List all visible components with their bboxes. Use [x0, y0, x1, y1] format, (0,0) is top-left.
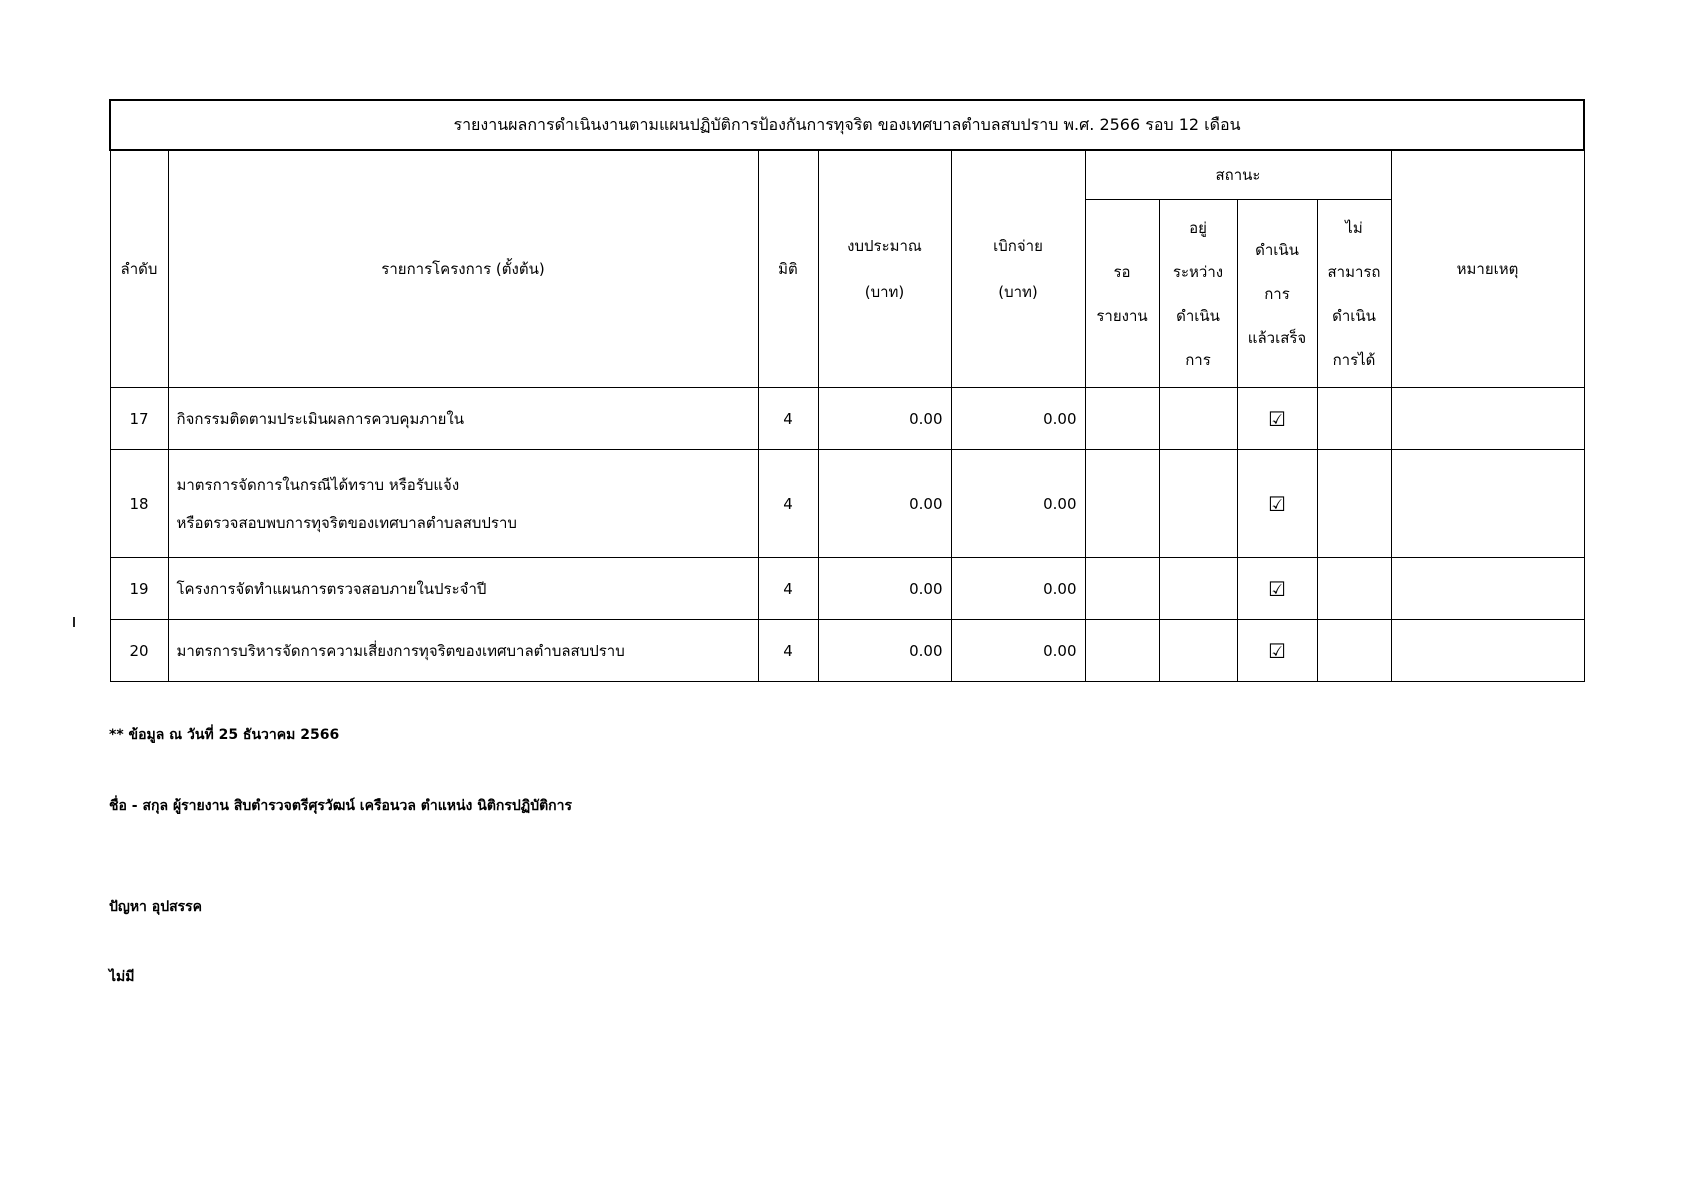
row-project-name: กิจกรรมติดตามประเมินผลการควบคุมภายใน — [168, 388, 758, 450]
row-status-unable — [1317, 620, 1391, 682]
row-mit: 4 — [758, 388, 818, 450]
header-status-unable — [1317, 200, 1391, 388]
row-remark — [1391, 450, 1584, 558]
header-spent-line2: (บาท) — [998, 283, 1038, 301]
row-status-progress — [1159, 388, 1237, 450]
header-status-progress-3: ดำเนิน — [1176, 306, 1220, 325]
table-row — [110, 450, 1584, 558]
row-no: 18 — [110, 450, 168, 558]
row-project-name — [168, 450, 758, 558]
data-date-note: ** ข้อมูล ณ วันที่ 25 ธันวาคม 2566 — [109, 727, 340, 743]
header-budget-line1: งบประมาณ — [847, 237, 922, 255]
header-spent-line1: เบิกจ่าย — [993, 237, 1043, 255]
checkbox-checked-icon: ☑ — [1237, 558, 1317, 620]
header-status: สถานะ — [1085, 150, 1391, 200]
row-budget: 0.00 — [818, 450, 951, 558]
header-status-unable-2: สามารถ — [1327, 262, 1381, 281]
row-status-wait — [1085, 620, 1159, 682]
row-status-unable — [1317, 388, 1391, 450]
row-budget: 0.00 — [818, 388, 951, 450]
row-status-unable — [1317, 450, 1391, 558]
checkbox-checked-icon: ☑ — [1237, 388, 1317, 450]
header-project: รายการโครงการ (ตั้งต้น) — [168, 150, 758, 388]
header-status-done-1: ดำเนิน — [1255, 240, 1299, 259]
row-no: 19 — [110, 558, 168, 620]
header-status-done-3: แล้วเสร็จ — [1247, 328, 1307, 347]
row-mit: 4 — [758, 620, 818, 682]
row-status-progress — [1159, 620, 1237, 682]
row-status-progress — [1159, 450, 1237, 558]
report-title: รายงานผลการดำเนินงานตามแผนปฏิบัติการป้องกันการทุจริต ของเทศบาลตำบลสบปราบ พ.ศ. 2566 รอบ 12 เดือน — [110, 100, 1584, 150]
row-status-unable — [1317, 558, 1391, 620]
row-project-name: มาตรการบริหารจัดการความเสี่ยงการทุจริตของเทศบาลตำบลสบปราบ — [168, 620, 758, 682]
header-status-wait-1: รอ — [1113, 262, 1131, 281]
header-status-progress-4: การ — [1185, 350, 1211, 369]
row-remark — [1391, 558, 1584, 620]
header-spent — [951, 150, 1085, 388]
row-no: 17 — [110, 388, 168, 450]
row-status-wait — [1085, 558, 1159, 620]
row-remark — [1391, 620, 1584, 682]
checkbox-checked-icon: ☑ — [1237, 620, 1317, 682]
row-project-name-line2: หรือตรวจสอบพบการทุจริตของเทศบาลตำบลสบปราบ — [176, 513, 517, 532]
row-spent: 0.00 — [951, 620, 1085, 682]
header-status-wait — [1085, 200, 1159, 388]
row-remark — [1391, 388, 1584, 450]
header-status-unable-3: ดำเนิน — [1332, 306, 1376, 325]
header-remark: หมายเหตุ — [1391, 150, 1584, 388]
scan-mark — [73, 617, 75, 627]
table-row — [110, 388, 1584, 450]
header-status-progress — [1159, 200, 1237, 388]
header-status-done-2: การ — [1264, 284, 1290, 303]
checkbox-checked-icon: ☑ — [1237, 450, 1317, 558]
problems-label: ปัญหา อุปสรรค — [109, 899, 203, 915]
row-spent: 0.00 — [951, 558, 1085, 620]
row-status-progress — [1159, 558, 1237, 620]
header-status-progress-1: อยู่ — [1189, 218, 1207, 237]
problems-value: ไม่มี — [109, 969, 135, 985]
row-spent: 0.00 — [951, 388, 1085, 450]
header-budget-line2: (บาท) — [864, 283, 905, 301]
row-mit: 4 — [758, 450, 818, 558]
row-budget: 0.00 — [818, 558, 951, 620]
row-status-wait — [1085, 388, 1159, 450]
row-project-name: โครงการจัดทำแผนการตรวจสอบภายในประจำปี — [168, 558, 758, 620]
report-table — [109, 99, 1585, 682]
header-status-unable-4: การได้ — [1332, 350, 1376, 369]
row-mit: 4 — [758, 558, 818, 620]
header-status-wait-2: รายงาน — [1096, 306, 1148, 325]
table-row — [110, 620, 1584, 682]
row-project-name-line1: มาตรการจัดการในกรณีได้ทราบ หรือรับแจ้ง — [176, 475, 460, 494]
reporter-line: ชื่อ - สกุล ผู้รายงาน สิบตำรวจตรีศุรวัฒน์ เครือนวล ตำแหน่ง นิติกรปฏิบัติการ — [109, 798, 573, 814]
table-row — [110, 558, 1584, 620]
header-status-progress-2: ระหว่าง — [1172, 262, 1224, 281]
header-status-done — [1237, 200, 1317, 388]
header-no: ลำดับ — [110, 150, 168, 388]
row-no: 20 — [110, 620, 168, 682]
header-mit: มิติ — [758, 150, 818, 388]
header-budget — [818, 150, 951, 388]
row-budget: 0.00 — [818, 620, 951, 682]
row-spent: 0.00 — [951, 450, 1085, 558]
header-status-unable-1: ไม่ — [1345, 218, 1363, 237]
row-status-wait — [1085, 450, 1159, 558]
